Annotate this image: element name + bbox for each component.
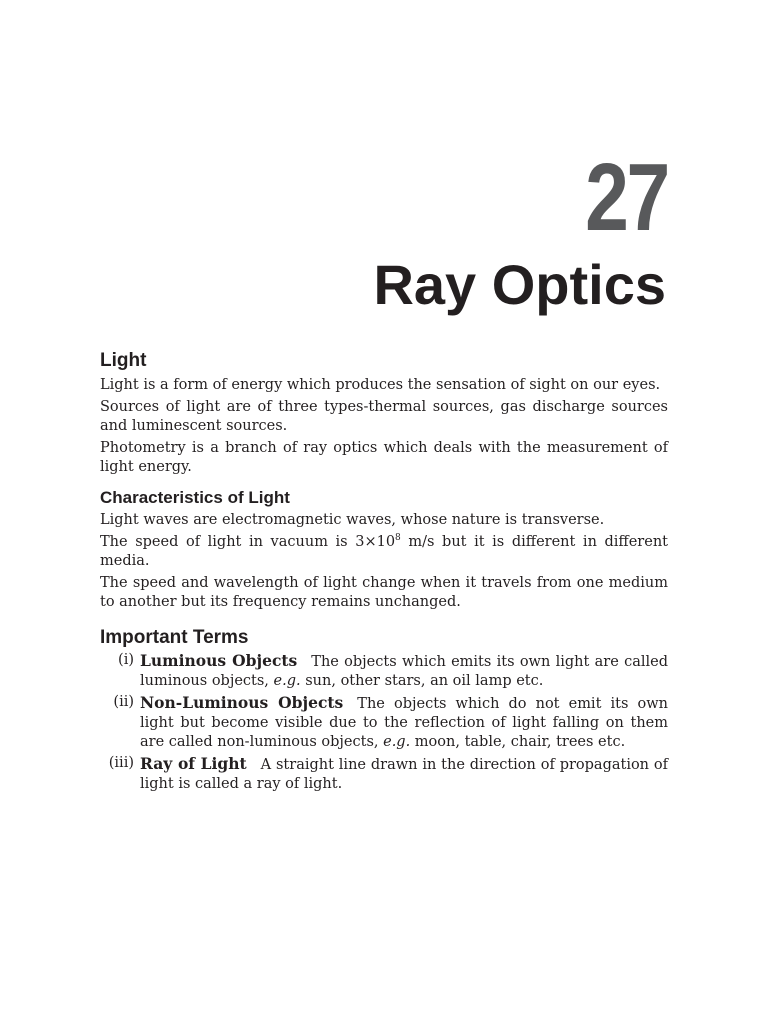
term-name: Ray of Light bbox=[140, 754, 247, 773]
paragraph: Sources of light are of three types-thermal sources, gas discharge sources and luminescent sources. bbox=[100, 399, 668, 434]
list-item bbox=[100, 754, 668, 794]
term-definition bbox=[140, 754, 668, 794]
eg-abbreviation: e.g. bbox=[383, 734, 411, 750]
paragraph: Photometry is a branch of ray optics which deals with the measurement of light energy. bbox=[100, 440, 668, 475]
paragraph: Light waves are electromagnetic waves, whose nature is transverse. bbox=[100, 512, 605, 528]
term-definition bbox=[140, 651, 668, 691]
chapter-number: 27 bbox=[585, 144, 668, 251]
terms-list bbox=[100, 651, 668, 794]
paragraph: The speed and wavelength of light change when it travels from one medium to another but its frequency remains unchanged. bbox=[100, 575, 668, 610]
text: The speed of light in vacuum is 3×10 bbox=[100, 534, 396, 550]
chapter-title: Ray Optics bbox=[373, 253, 666, 316]
paragraph: Light is a form of energy which produces the sensation of sight on our eyes. bbox=[100, 377, 661, 393]
term-name: Luminous Objects bbox=[140, 651, 298, 670]
eg-abbreviation: e.g. bbox=[273, 673, 301, 689]
text: The objects which do not emit its own light but become visible due to the reflection of light falling on them are called non-luminous objects, bbox=[140, 696, 668, 750]
section-heading-important-terms: Important Terms bbox=[100, 627, 249, 648]
list-item bbox=[100, 651, 668, 691]
text: m/s but it is different in different media. bbox=[100, 534, 668, 569]
term-definition bbox=[140, 693, 668, 752]
text: moon, table, chair, trees etc. bbox=[410, 734, 626, 750]
paragraph-speed-of-light bbox=[100, 533, 668, 571]
list-item bbox=[100, 693, 668, 752]
term-number: (iii) bbox=[108, 755, 134, 771]
section-heading-characteristics: Characteristics of Light bbox=[100, 488, 290, 507]
text: A straight line drawn in the direction of propagation of light is called a ray of light. bbox=[140, 757, 668, 792]
section-heading-light: Light bbox=[100, 350, 147, 371]
text: sun, other stars, an oil lamp etc. bbox=[300, 673, 544, 689]
exponent: 8 bbox=[395, 533, 401, 544]
term-number: (ii) bbox=[113, 694, 134, 710]
page-content bbox=[100, 348, 668, 796]
term-number: (i) bbox=[118, 652, 134, 668]
term-name: Non-Luminous Objects bbox=[140, 693, 344, 712]
text: The objects which emits its own light are called luminous objects, bbox=[140, 654, 668, 689]
